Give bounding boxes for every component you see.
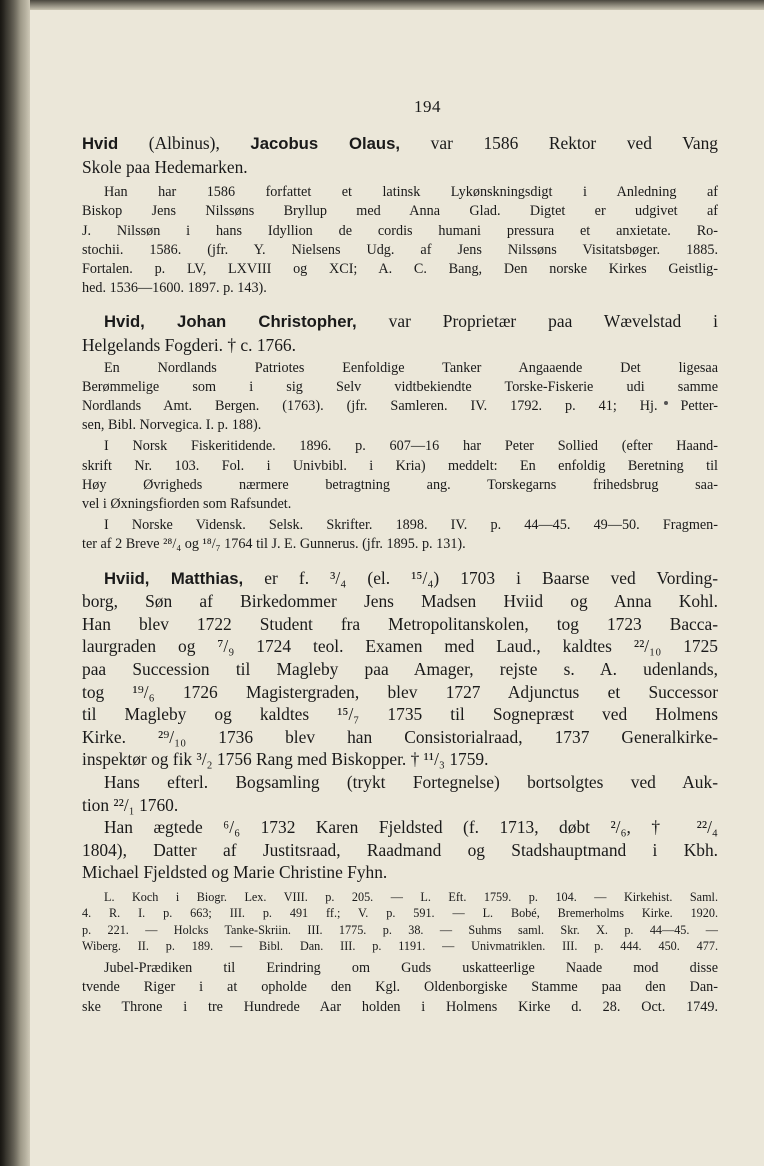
text-line: Biskop Jens Nilssøns Bryllup med Anna Glad. Digtet er udgivet af	[82, 203, 718, 220]
heading-text: var Proprietær paa Wævelstad i	[356, 311, 718, 332]
reference-line: p. 221. — Holcks Tanke-Skriin. III. 1775. p. 38. — Suhms saml. Skr. X. p. 44—45. —	[82, 922, 718, 937]
text-line: laurgraden og ⁷/₉ 1724 teol. Examen med Laud., kaldtes ²²/₁₀ 1725	[82, 636, 718, 657]
text-line: Han ægtede ⁶/₆ 1732 Karen Fjeldsted (f. 1713, døbt ²/₆, † ²²/₄	[104, 817, 718, 838]
entry-paragraph	[82, 437, 718, 514]
text-column	[82, 132, 718, 1017]
entry-references	[82, 889, 718, 954]
text-line: Kirke. ²⁹/₁₀ 1736 blev han Consistorialraad, 1737 Generalkirke-	[82, 726, 718, 747]
entry-hvid-jacobus	[82, 132, 718, 298]
text-line: Hans efterl. Bogsamling (trykt Fortegnelse) bortsolgtes ved Auk-	[104, 771, 718, 792]
heading-line: Skole paa Hedemarken.	[82, 156, 248, 177]
entry-bio	[82, 567, 718, 884]
entry-heading	[82, 310, 718, 356]
text-line: En Nordlands Patriotes Eenfoldige Tanker Angaaende Det ligesaa	[104, 359, 718, 376]
heading-text: (Albinus),	[118, 133, 251, 153]
text-line: inspektør og fik ³/₂ 1756 Rang med Biskopper. † ¹¹/₃ 1759.	[82, 749, 489, 770]
text-line: 1804), Datter af Justitsraad, Raadmand og Stadshauptmand i Kbh.	[82, 839, 718, 860]
text-line: I Norske Vidensk. Selsk. Skrifter. 1898. IV. p. 44—45. 49—50. Fragmen-	[104, 517, 718, 534]
page-number: 194	[414, 97, 441, 116]
entry-name: Jacobus Olaus,	[250, 134, 401, 153]
text-line: borg, Søn af Birkedommer Jens Madsen Hviid og Anna Kohl.	[82, 591, 718, 612]
entry-works	[82, 959, 718, 1017]
book-spine-shadow	[0, 0, 34, 1166]
entry-hvid-johan	[82, 310, 718, 554]
text-line: Høy Øvrigheds nærmere betragtning ang. Torskegarns frihedsbrug saa-	[82, 476, 718, 493]
entry-paragraph	[82, 516, 718, 554]
text-line: Nordlands Amt. Bergen. (1763). (jfr. Samleren. IV. 1792. p. 41; Hj. Petter-	[82, 398, 718, 414]
entry-hviid-matthias	[82, 567, 718, 1017]
text-line: tog ¹⁹/₆ 1726 Magistergraden, blev 1727 Adjunctus et Successor	[82, 681, 718, 702]
text-line: J. Nilssøn i hans Idyllion de cordis humani pressura et anxietate. Ro-	[82, 222, 718, 239]
text-line: ske Throne i tre Hundrede Aar holden i Holmens Kirke d. 28. Oct. 1749.	[82, 998, 718, 1015]
entry-paragraph	[82, 359, 718, 436]
text-line: skrift Nr. 103. Fol. i Univbibl. i Kria) meddelt: En enfoldig Beretning til	[82, 457, 718, 474]
heading-line	[82, 310, 718, 334]
text-line: paa Succession til Magleby paa Amager, rejste s. A. udenlands,	[82, 659, 718, 679]
text-line: Han blev 1722 Student fra Metropolitanskolen, tog 1723 Bacca-	[82, 613, 718, 634]
heading-text: var 1586 Rektor ved Vang	[400, 133, 718, 153]
page-top-edge	[30, 0, 764, 10]
reference-line: Wiberg. II. p. 189. — Bibl. Dan. III. p. 1191. — Univmatriklen. III. p. 444. 450. 477.	[82, 938, 718, 953]
reference-line: L. Koch i Biogr. Lex. VIII. p. 205. — L. Eft. 1759. p. 104. — Kirkehist. Saml.	[104, 889, 718, 904]
text-line: vel i Øxningsfiorden som Rafsundet.	[82, 496, 292, 513]
text-line: stochii. 1586. (jfr. Y. Nielsens Udg. af Jens Nilssøns Visitatsbøger. 1885.	[82, 241, 718, 258]
text-line: til Magleby og kaldtes ¹⁵/₇ 1735 til Sognepræst ved Holmens	[82, 704, 718, 725]
text-line: Fortalen. p. LV, LXVIII og XCI; A. C. Bang, Den norske Kirkes Geistlig-	[82, 261, 718, 277]
text-line: Jubel-Prædiken til Erindring om Guds uskatteerlige Naade mod disse	[104, 960, 718, 977]
heading-text: er f. ³/₄ (el. ¹⁵/₄) 1703 i Baarse ved Vording-	[243, 567, 718, 588]
text-line: tvende Riger i at opholde den Kgl. Oldenborgiske Stamme paa den Dan-	[82, 979, 718, 996]
text-line: Berømmelige som i sig Selv vidtbekiendte Torske-Fiskerie udi samme	[82, 378, 718, 395]
text-line: Michael Fjeldsted og Marie Christine Fyhn.	[82, 862, 388, 883]
heading-line	[82, 132, 718, 156]
entry-heading	[82, 132, 718, 178]
text-line: tion ²²/₁ 1760.	[82, 794, 179, 815]
reference-line: 4. R. I. p. 663; III. p. 491 ff.; V. p. 591. — L. Bobé, Bremerholms Kirke. 1920.	[82, 906, 718, 921]
heading-line	[82, 567, 718, 591]
text-line: hed. 1536—1600. 1897. p. 143).	[82, 280, 267, 297]
text-line: I Norsk Fiskeritidende. 1896. p. 607—16 har Peter Sollied (efter Haand-	[104, 438, 718, 455]
entry-name: Hvid, Johan Christopher,	[104, 312, 357, 332]
entry-name: Hviid, Matthias,	[104, 568, 244, 588]
heading-line: Helgelands Fogderi. † c. 1766.	[82, 335, 296, 355]
text-line: Han har 1586 forfattet et latinsk Lykønskningsdigt i Anledning af	[104, 184, 718, 201]
text-line: sen, Bibl. Norvegica. I. p. 188).	[82, 417, 262, 434]
entry-paragraph	[82, 183, 718, 298]
text-line: ter af 2 Breve ²⁸/₄ og ¹⁸/₇ 1764 til J. E. Gunnerus. (jfr. 1895. p. 131).	[82, 536, 466, 553]
entry-name: Hvid	[82, 134, 119, 153]
